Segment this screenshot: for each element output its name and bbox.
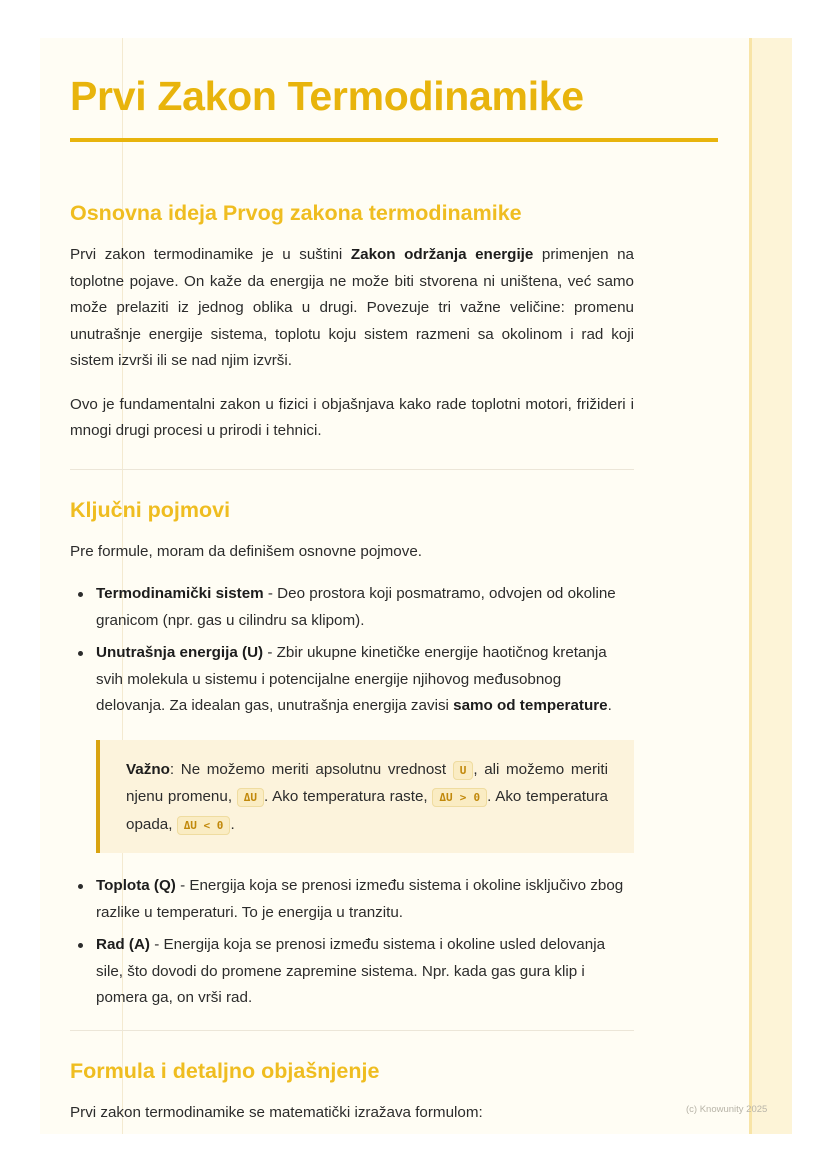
code-u: U <box>453 761 474 780</box>
important-callout <box>96 740 634 854</box>
callout-text: Važno: Ne možemo meriti apsolutnu vrednost U , ali možemo meriti njenu promenu, ΔU . Ako temperatura raste, ΔU > 0 . Ako temperatura opada, ΔU < 0 . <box>126 760 608 833</box>
right-margin-strip <box>750 38 792 1134</box>
paragraph-fundamental: Ovo je fundamentalni zakon u fizici i objašnjava kako rade toplotni motori, frižideri i mnogi drugi procesi u prirodi i tehnici. <box>70 395 634 439</box>
paragraph-pre-formule: Pre formule, moram da definišem osnovne pojmove. <box>70 542 423 560</box>
document-content <box>70 70 634 1126</box>
code-delta-u-positive: ΔU > 0 <box>432 788 487 807</box>
section-heading-osnovna-ideja: Osnovna ideja Prvog zakona termodinamike <box>70 201 522 225</box>
key-terms-list <box>70 581 634 720</box>
list-item: Rad (A) - Energija koja se prenosi između sistema i okoline usled delovanja sile, što dovodi do promene zapremine sistema. Npr. kada gas gura klip i pomera ga, on vrši rad. <box>96 932 634 1012</box>
title-underline <box>70 138 718 142</box>
code-delta-u: ΔU <box>237 788 264 807</box>
paragraph-intro: Prvi zakon termodinamike je u suštini Zakon održanja energije primenjen na toplotne pojave. On kaže da energija ne može biti stvorena ni uništena, već samo može prelaziti iz jednog oblika u drugi. Povezuje tri važne veličine: promenu unutrašnje energije sistema, toplotu koju sistem razmeni sa okolinom i rad koji sistem izvrši ili se nad njim izvrši. <box>70 246 635 369</box>
paragraph-formula-intro: Prvi zakon termodinamike se matematički izražava formulom: <box>70 1103 483 1121</box>
section-heading-formula: Formula i detaljno objašnjenje <box>70 1058 380 1083</box>
page-title: Prvi Zakon Termodinamike <box>70 73 584 119</box>
copyright-footer: (c) Knowunity 2025 <box>686 1104 768 1115</box>
list-item: Unutrašnja energija (U) - Zbir ukupne kinetičke energije haotičnog kretanja svih molekula u sistemu i potencijalne energije njihovog međusobnog delovanja. Za idealan gas, unutrašnja energija zavisi samo od temperature. <box>96 640 634 720</box>
key-terms-list-continued <box>70 873 634 1012</box>
right-margin-line <box>749 38 752 1134</box>
list-item: Toplota (Q) - Energija koja se prenosi između sistema i okoline isključivo zbog razlike u temperaturi. To je energija u tranzitu. <box>96 873 634 926</box>
section-heading-kljucni-pojmovi: Ključni pojmovi <box>70 497 231 522</box>
list-item: Termodinamički sistem - Deo prostora koji posmatramo, odvojen od okoline granicom (npr. gas u cilindru sa klipom). <box>96 581 634 634</box>
code-delta-u-negative: ΔU < 0 <box>177 816 231 835</box>
